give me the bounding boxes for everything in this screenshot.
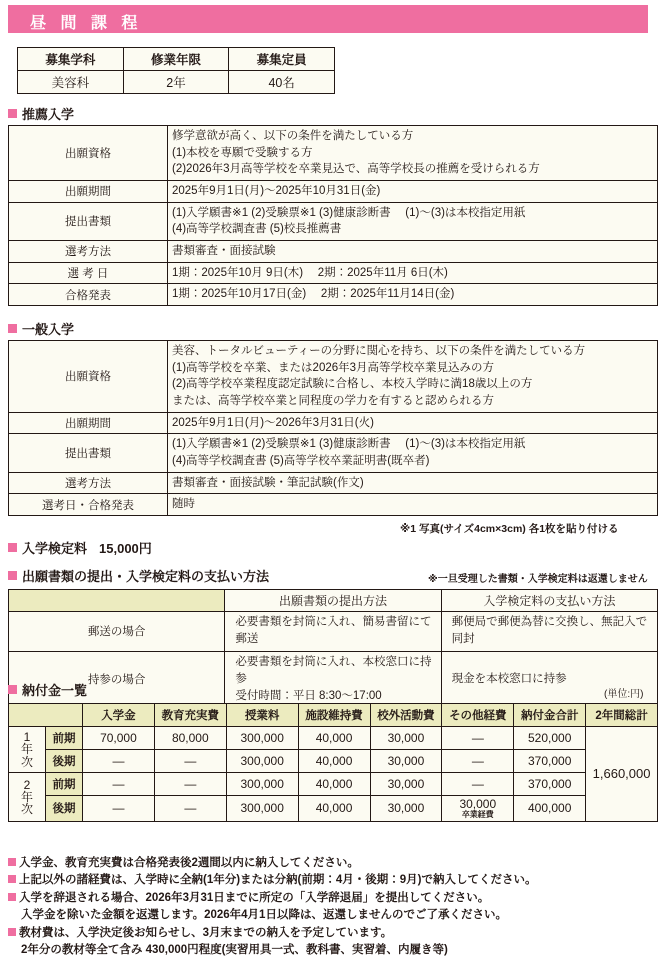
fees-header-4: 校外活動費: [370, 704, 442, 727]
recommend-row-label: 選考方法: [9, 241, 168, 263]
recommend-row-value: 2025年9月1日(月)〜2025年10月31日(金): [168, 181, 658, 203]
recommend-row-value: 1期：2025年10月17日(金) 2期：2025年11月14日(金): [168, 284, 658, 306]
recommend-row-label: 提出書類: [9, 202, 168, 240]
general-row-value: (1)入学願書※1 (2)受験票※1 (3)健康診断書 (1)〜(3)は本校指定用紙 (4)高等学校調査書 (5)高等学校卒業証明書(既卒者): [168, 434, 658, 472]
fees-cell: —: [442, 773, 514, 796]
general-admission-table: [8, 340, 658, 516]
payment-pay-cell: 現金を本校窓口に持参: [441, 651, 657, 708]
table-row: [9, 181, 658, 203]
table-row: [9, 434, 658, 472]
section-heading-payment-label: 出願書類の提出・入学検定料の支払い方法: [22, 569, 270, 584]
fees-cell: 40,000: [298, 773, 370, 796]
fees-cell: 40,000: [298, 750, 370, 773]
fees-table: [8, 703, 658, 822]
program-header-cell: 募集定員: [229, 48, 335, 71]
footer-note-line: 上記以外の諸経費は、入学時に全納(1年分)または分納(前期：4月・後期：9月)で納入してください。: [8, 872, 663, 889]
fees-cell: 30,000: [370, 773, 442, 796]
recommend-row-value: (1)入学願書※1 (2)受験票※1 (3)健康診断書 (1)〜(3)は本校指定用紙 (4)高等学校調査書 (5)校長推薦書: [168, 202, 658, 240]
fees-term-label: 後期: [46, 750, 83, 773]
bullet-square-icon: [8, 685, 17, 694]
fees-grand-total: 1,660,000: [586, 727, 658, 822]
fees-cell: —: [154, 750, 226, 773]
fees-unit-label: (単位:円): [604, 689, 644, 700]
payment-nonrefund-note: ※一旦受理した書類・入学検定料は返還しません: [428, 574, 648, 585]
fees-header-3: 施設維持費: [298, 704, 370, 727]
table-row: [9, 341, 658, 413]
fees-cell: 30,000: [370, 727, 442, 750]
table-row: [9, 494, 658, 516]
table-row: [9, 202, 658, 240]
table-row: [9, 241, 658, 263]
program-header-cell: 修業年限: [123, 48, 229, 71]
bullet-square-icon: [8, 571, 17, 580]
program-summary-table: [17, 47, 335, 94]
footer-note-line: 入学を辞退される場合、2026年3月31日までに所定の「入学辞退届」を提出してください。: [8, 890, 663, 907]
table-row: [9, 796, 658, 822]
bullet-square-icon: [8, 875, 16, 883]
recommend-row-label: 出願資格: [9, 126, 168, 181]
recommend-row-label: 合格発表: [9, 284, 168, 306]
fees-year-char: 次: [20, 802, 33, 817]
bullet-square-icon: [8, 543, 17, 552]
general-row-label: 出願期間: [9, 412, 168, 434]
fees-cell: 300,000: [226, 750, 298, 773]
program-data-cell: 2年: [123, 71, 229, 94]
footer-note-line: 入学金、教育充実費は合格発表後2週間以内に納入してください。: [8, 855, 663, 872]
general-row-value: 美容、トータルビューティーの分野に関心を持ち、以下の条件を満たしている方 (1)高等学校を卒業、または2026年3月高等学校卒業見込みの方 (2)高等学校卒業程度認定試験に合格し、本校入学時に満18歳以上の方 または、高等学校卒業と同程度の学力を有すると認められる方: [168, 341, 658, 413]
recommend-row-value: 1期：2025年10月 9日(木) 2期：2025年11月 6日(木): [168, 262, 658, 284]
fees-cell: —: [83, 796, 155, 822]
fees-cell: 300,000: [226, 727, 298, 750]
table-row: [9, 704, 658, 727]
fees-year-char: 1: [23, 730, 31, 745]
general-row-value: 書類審査・面接試験・筆記試験(作文): [168, 472, 658, 494]
recommend-row-label: 選 考 日: [9, 262, 168, 284]
exam-fee-label: 入学検定料: [22, 541, 88, 556]
general-row-label: 出願資格: [9, 341, 168, 413]
fees-header-5: その他経費: [442, 704, 514, 727]
fees-cell: —: [442, 727, 514, 750]
fees-header-0: 入学金: [83, 704, 155, 727]
table-row: [9, 750, 658, 773]
section-heading-fees: [8, 680, 87, 699]
fees-cell: 70,000: [83, 727, 155, 750]
bullet-square-icon: [8, 324, 17, 333]
fees-year-char: 年: [20, 742, 33, 757]
fees-header-7: 2年間総計: [586, 704, 658, 727]
table-row: [9, 262, 658, 284]
table-row: [18, 71, 335, 94]
payment-row-label: 郵送の場合: [9, 612, 225, 652]
table-row: [9, 412, 658, 434]
fees-header-2: 授業料: [226, 704, 298, 727]
fees-cell: 300,000: [226, 796, 298, 822]
fees-cell: —: [83, 750, 155, 773]
fees-cell: —: [442, 750, 514, 773]
fees-cell: 30,000: [370, 796, 442, 822]
fees-cell: 370,000: [514, 773, 586, 796]
recommend-row-label: 出願期間: [9, 181, 168, 203]
fees-cell: 80,000: [154, 727, 226, 750]
bullet-square-icon: [8, 858, 16, 866]
section-heading-recommend: [8, 104, 74, 123]
payment-row-label: 持参の場合: [9, 651, 225, 708]
fees-cell: —: [154, 796, 226, 822]
table-row: [9, 773, 658, 796]
page-title-bar: [8, 5, 648, 33]
section-heading-general: [8, 319, 74, 338]
bullet-square-icon: [8, 893, 16, 901]
fees-cell: —: [83, 773, 155, 796]
general-row-label: 提出書類: [9, 434, 168, 472]
bullet-square-icon: [8, 109, 17, 118]
page-title: 昼 間 課 程: [30, 15, 143, 32]
fees-cell: 40,000: [298, 796, 370, 822]
fees-year-label: [9, 773, 46, 822]
payment-pay-cell: 郵便局で郵便為替に交換し、無記入で同封: [441, 612, 657, 652]
program-data-cell: 美容科: [18, 71, 124, 94]
photo-footnote: ※1 写真(サイズ4cm×3cm) 各1枚を貼り付ける: [400, 523, 619, 535]
table-row: [9, 284, 658, 306]
general-row-label: 選考方法: [9, 472, 168, 494]
section-heading-fees-label: 納付金一覧: [22, 683, 88, 698]
table-row: [9, 126, 658, 181]
fees-cell: 300,000: [226, 773, 298, 796]
fees-cell: 370,000: [514, 750, 586, 773]
fees-year-char: 年: [20, 789, 33, 804]
table-row: [9, 651, 658, 708]
recommend-admission-table: [8, 125, 658, 306]
fees-header-6: 納付金合計: [514, 704, 586, 727]
payment-header-submit: 出願書類の提出方法: [225, 590, 441, 612]
fees-header-1: 教育充実費: [154, 704, 226, 727]
section-heading-recommend-label: 推薦入学: [22, 107, 75, 122]
fees-cell: 400,000: [514, 796, 586, 822]
fees-cell: 40,000: [298, 727, 370, 750]
fees-term-label: 後期: [46, 796, 83, 822]
fees-cell: 30,000: [370, 750, 442, 773]
general-row-label: 選考日・合格発表: [9, 494, 168, 516]
payment-method-table: [8, 589, 658, 708]
fees-term-label: 前期: [46, 773, 83, 796]
fees-cell: 30,000 卒業経費: [442, 796, 514, 822]
program-header-cell: 募集学科: [18, 48, 124, 71]
fees-cell: 520,000: [514, 727, 586, 750]
payment-header-blank: [9, 590, 225, 612]
fees-term-label: 前期: [46, 727, 83, 750]
table-row: [9, 590, 658, 612]
general-row-value: 2025年9月1日(月)〜2026年3月31日(火): [168, 412, 658, 434]
program-data-cell: 40名: [229, 71, 335, 94]
table-row: [9, 472, 658, 494]
fees-cell: —: [154, 773, 226, 796]
fees-cell-subnote: 卒業経費: [461, 810, 494, 819]
footer-notes: [8, 855, 663, 960]
footer-note-line: 入学金を除いた金額を返還します。2026年4月1日以降は、返還しませんのでご了承ください。: [21, 909, 507, 922]
general-row-value: 随時: [168, 494, 658, 516]
bullet-square-icon: [8, 928, 16, 936]
fees-year-char: 2: [23, 777, 31, 792]
fees-year-label: [9, 727, 46, 773]
recommend-row-value: 書類審査・面接試験: [168, 241, 658, 263]
table-row: [9, 727, 658, 750]
table-row: [9, 612, 658, 652]
payment-header-pay: 入学検定料の支払い方法: [441, 590, 657, 612]
fees-header-year-blank: [9, 704, 83, 727]
table-row: [18, 48, 335, 71]
payment-submit-cell: 必要書類を封筒に入れ、簡易書留にて郵送: [225, 612, 441, 652]
section-heading-payment: [8, 566, 269, 585]
fees-year-char: 次: [20, 754, 33, 769]
exam-fee-amount: 15,000円: [99, 541, 152, 556]
payment-submit-cell: 必要書類を封筒に入れ、本校窓口に持参 受付時間：平日 8:30〜17:00: [225, 651, 441, 708]
recommend-row-value: 修学意欲が高く、以下の条件を満たしている方 (1)本校を専願で受験する方 (2)2026年3月高等学校を卒業見込で、高等学校長の推薦を受けられる方: [168, 126, 658, 181]
footer-note-line: 教材費は、入学決定後お知らせし、3月末までの納入を予定しています。: [8, 925, 663, 942]
footer-note-line: 2年分の教材等全て含み 430,000円程度(実習用具一式、教科書、実習着、内履き等): [21, 944, 448, 957]
section-heading-exam-fee: [8, 538, 152, 557]
section-heading-general-label: 一般入学: [22, 322, 75, 337]
